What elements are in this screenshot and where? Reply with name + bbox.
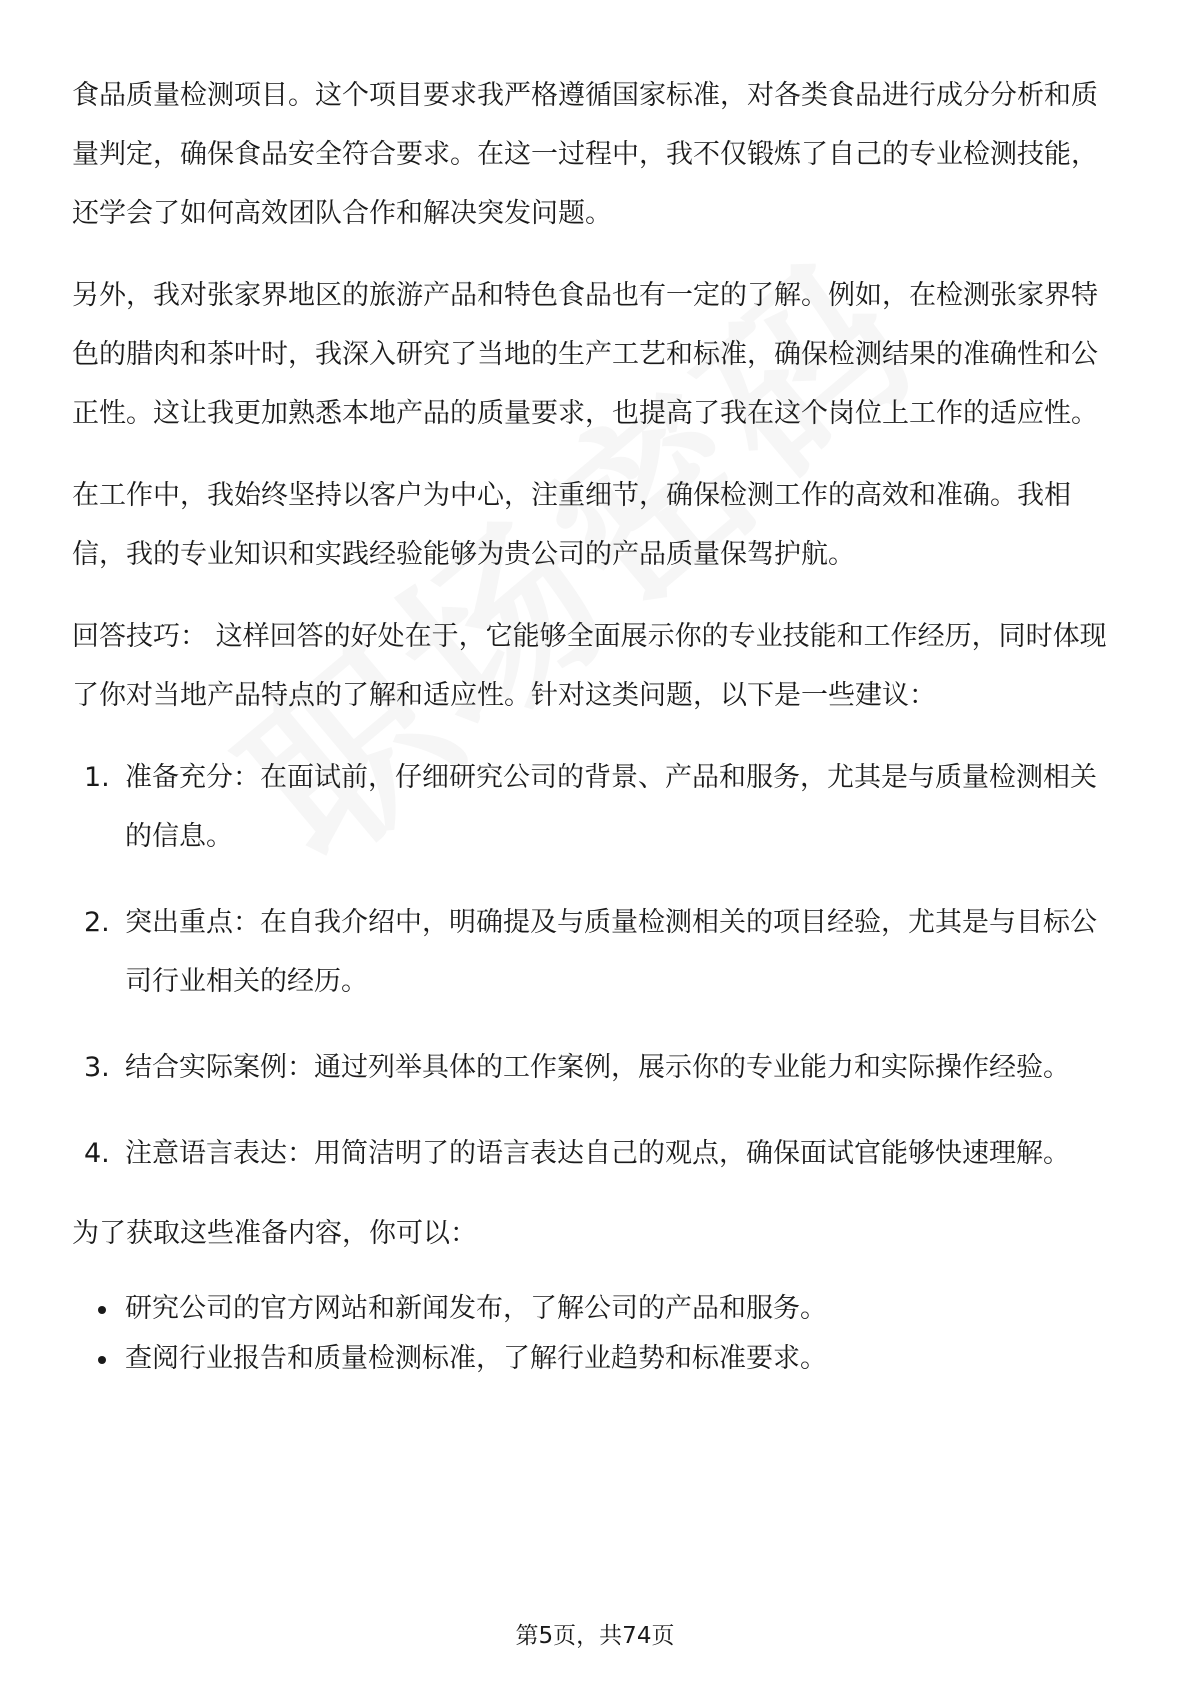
bullet-dot-icon [98,1356,106,1364]
bullet-item-text: 研究公司的官方网站和新闻发布，了解公司的产品和服务。 [125,1293,827,1324]
list-number: 2. [84,907,110,938]
bullet-item [72,1334,1118,1384]
list-number: 4. [84,1138,110,1169]
paragraph-prep-intro: 为了获取这些准备内容，你可以： [72,1218,477,1249]
list-item [72,893,1118,1011]
paragraph-project-experience: 食品质量检测项目。这个项目要求我严格遵循国家标准，对各类食品进行成分分析和质量判定，确保食品安全符合要求。在这一过程中，我不仅锻炼了自己的专业检测技能，还学会了如何高效团队合作和解决突发问题。 [72,80,1098,229]
list-number: 3. [84,1052,110,1083]
tips-numbered-list [72,748,1118,1183]
list-item-text: 突出重点：在自我介绍中，明确提及与质量检测相关的项目经验，尤其是与目标公司行业相关的经历。 [125,907,1097,997]
bullet-item-text: 查阅行业报告和质量检测标准，了解行业趋势和标准要求。 [125,1343,827,1374]
bullet-dot-icon [98,1306,106,1314]
document-body [72,66,1118,1384]
bullet-item [72,1284,1118,1334]
list-item [72,1124,1118,1183]
paragraph-work-attitude: 在工作中，我始终坚持以客户为中心，注重细节，确保检测工作的高效和准确。我相信，我的专业知识和实践经验能够为贵公司的产品质量保驾护航。 [72,480,1071,570]
paragraph-local-products: 另外，我对张家界地区的旅游产品和特色食品也有一定的了解。例如，在检测张家界特色的腊肉和茶叶时，我深入研究了当地的生产工艺和标准，确保检测结果的准确性和公正性。这让我更加熟悉本地产品的质量要求，也提高了我在这个岗位上工作的适应性。 [72,280,1098,429]
paragraph-answer-tips: 回答技巧： 这样回答的好处在于，它能够全面展示你的专业技能和工作经历，同时体现了你对当地产品特点的了解和适应性。针对这类问题，以下是一些建议： [72,621,1107,711]
list-number: 1. [84,762,110,793]
page-number: 第5页，共74页 [515,1623,675,1649]
list-item [72,748,1118,866]
list-item-text: 准备充分：在面试前，仔细研究公司的背景、产品和服务，尤其是与质量检测相关的信息。 [125,762,1097,852]
list-item [72,1038,1118,1097]
list-item-text: 结合实际案例：通过列举具体的工作案例，展示你的专业能力和实际操作经验。 [125,1052,1070,1083]
prep-bullet-list [72,1284,1118,1384]
list-item-text: 注意语言表达：用简洁明了的语言表达自己的观点，确保面试官能够快速理解。 [125,1138,1070,1169]
